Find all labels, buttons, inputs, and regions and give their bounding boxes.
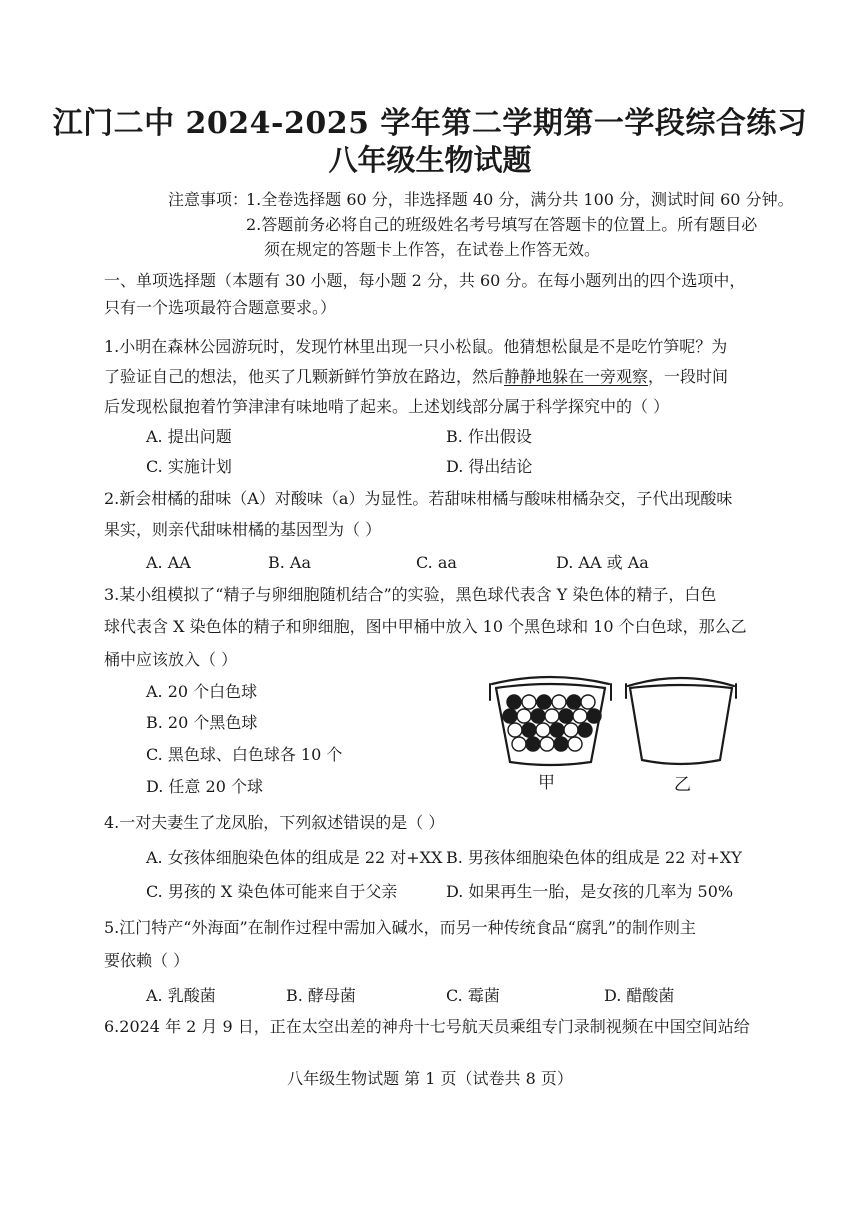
black-ball bbox=[567, 695, 581, 709]
black-ball bbox=[554, 737, 568, 751]
black-ball bbox=[537, 695, 551, 709]
black-ball bbox=[587, 709, 601, 723]
q5-stem-line2: 要依赖（ ） bbox=[104, 951, 190, 970]
page-footer: 八年级生物试题 第 1 页（试卷共 8 页） bbox=[287, 1069, 573, 1088]
q4-option-d: D. 如果再生一胎，是女孩的几率为 50% bbox=[446, 882, 734, 901]
black-ball bbox=[526, 737, 540, 751]
q2-option-d: D. AA 或 Aa bbox=[556, 553, 649, 572]
black-ball bbox=[531, 709, 545, 723]
q2-option-b: B. Aa bbox=[268, 553, 312, 572]
q2-stem: 2.新会柑橘的甜味（A）对酸味（a）为显性。若甜味柑橘与酸味柑橘杂交，子代出现酸味 bbox=[104, 489, 733, 508]
q1-option-b: B. 作出假设 bbox=[446, 427, 532, 446]
black-ball bbox=[507, 695, 521, 709]
q2-option-c: C. aa bbox=[416, 553, 457, 572]
black-ball bbox=[522, 723, 536, 737]
black-ball bbox=[550, 723, 564, 737]
q1-stem: 1.小明在森林公园游玩时，发现竹林里出现一只小松鼠。他猜想松鼠是不是吃竹笋呢？为 bbox=[104, 337, 728, 356]
q5-option-a: A. 乳酸菌 bbox=[146, 986, 216, 1005]
q3-stem-line3: 桶中应该放入（ ） bbox=[104, 650, 238, 669]
q4-option-b: B. 男孩体细胞染色体的组成是 22 对+XY bbox=[446, 848, 742, 867]
q3-option-d: D. 任意 20 个球 bbox=[146, 777, 263, 796]
q3-option-b: B. 20 个黑色球 bbox=[146, 713, 258, 732]
q3-stem: 3.某小组模拟了“精子与卵细胞随机结合”的实验，黑色球代表含 Y 染色体的精子，白色 bbox=[104, 585, 717, 604]
white-ball bbox=[552, 695, 566, 709]
notes-label: 注意事项： bbox=[168, 190, 249, 209]
q1-underlined-text: 静静地躲在一旁观察 bbox=[504, 367, 649, 386]
q3-option-c: C. 黑色球、白色球各 10 个 bbox=[146, 745, 343, 764]
white-ball bbox=[540, 737, 554, 751]
black-ball bbox=[503, 709, 517, 723]
white-ball bbox=[517, 709, 531, 723]
note-item-2: 2.答题前务必将自己的班级姓名考号填写在答题卡的位置上。所有题目必 bbox=[246, 215, 758, 234]
exam-subtitle: 八年级生物试题 bbox=[328, 143, 532, 177]
section-heading-cont: 只有一个选项最符合题意要求。） bbox=[104, 298, 337, 317]
q3-stem-line2: 球代表含 X 染色体的精子和卵细胞，图中甲桶中放入 10 个黑色球和 10 个白色球，那么乙 bbox=[104, 617, 747, 636]
white-ball bbox=[512, 737, 526, 751]
white-ball bbox=[568, 737, 582, 751]
white-ball bbox=[545, 709, 559, 723]
q5-stem: 5.江门特产“外海面”在制作过程中需加入碱水，而另一种传统食品“腐乳”的制作则主 bbox=[104, 918, 696, 937]
q1-option-a: A. 提出问题 bbox=[146, 427, 232, 446]
white-ball bbox=[508, 723, 522, 737]
exam-title: 江门二中 2024-2025 学年第二学期第一学段综合练习 bbox=[52, 106, 808, 141]
q6-stem: 6.2024 年 2 月 9 日，正在太空出差的神舟十七号航天员乘组专门录制视频在中国空间站给 bbox=[104, 1017, 750, 1036]
q4-stem: 4.一对夫妻生了龙凤胎，下列叙述错误的是（ ） bbox=[104, 813, 445, 832]
q4-option-a: A. 女孩体细胞染色体的组成是 22 对+XX bbox=[146, 848, 443, 867]
q2-stem-line2: 果实，则亲代甜味柑橘的基因型为（ ） bbox=[104, 520, 382, 539]
white-ball bbox=[581, 695, 595, 709]
section-heading: 一、单项选择题（本题有 30 小题，每小题 2 分，共 60 分。在每小题列出的四个选项中， bbox=[104, 271, 746, 290]
q4-option-c: C. 男孩的 X 染色体可能来自于父亲 bbox=[146, 882, 398, 901]
white-ball bbox=[536, 723, 550, 737]
bucket-a-label: 甲 bbox=[538, 773, 555, 793]
q1-option-c: C. 实施计划 bbox=[146, 457, 232, 476]
black-ball bbox=[559, 709, 573, 723]
q1-stem-line3: 后发现松鼠抱着竹笋津津有味地啃了起来。上述划线部分属于科学探究中的（ ） bbox=[104, 397, 670, 416]
q5-option-d: D. 醋酸菌 bbox=[604, 986, 675, 1005]
white-ball bbox=[564, 723, 578, 737]
bucket-b-label: 乙 bbox=[674, 775, 691, 795]
note-item-2-cont: 须在规定的答题卡上作答，在试卷上作答无效。 bbox=[264, 240, 601, 259]
q2-option-a: A. AA bbox=[146, 553, 191, 572]
bucket-b-body bbox=[630, 688, 732, 764]
black-ball bbox=[578, 723, 592, 737]
white-ball bbox=[573, 709, 587, 723]
bucket-a-balls bbox=[503, 695, 601, 751]
q5-option-b: B. 酵母菌 bbox=[286, 986, 356, 1005]
q1-stem-line2: 了验证自己的想法，他买了几颗新鲜竹笋放在路边，然后静静地躲在一旁观察，一段时间 bbox=[104, 367, 729, 386]
q3-option-a: A. 20 个白色球 bbox=[146, 682, 258, 701]
q5-option-c: C. 霉菌 bbox=[446, 986, 500, 1005]
q1-option-d: D. 得出结论 bbox=[446, 457, 533, 476]
white-ball bbox=[522, 695, 536, 709]
note-item-1: 1.全卷选择题 60 分，非选择题 40 分，满分共 100 分，测试时间 60 分钟。 bbox=[246, 190, 794, 209]
